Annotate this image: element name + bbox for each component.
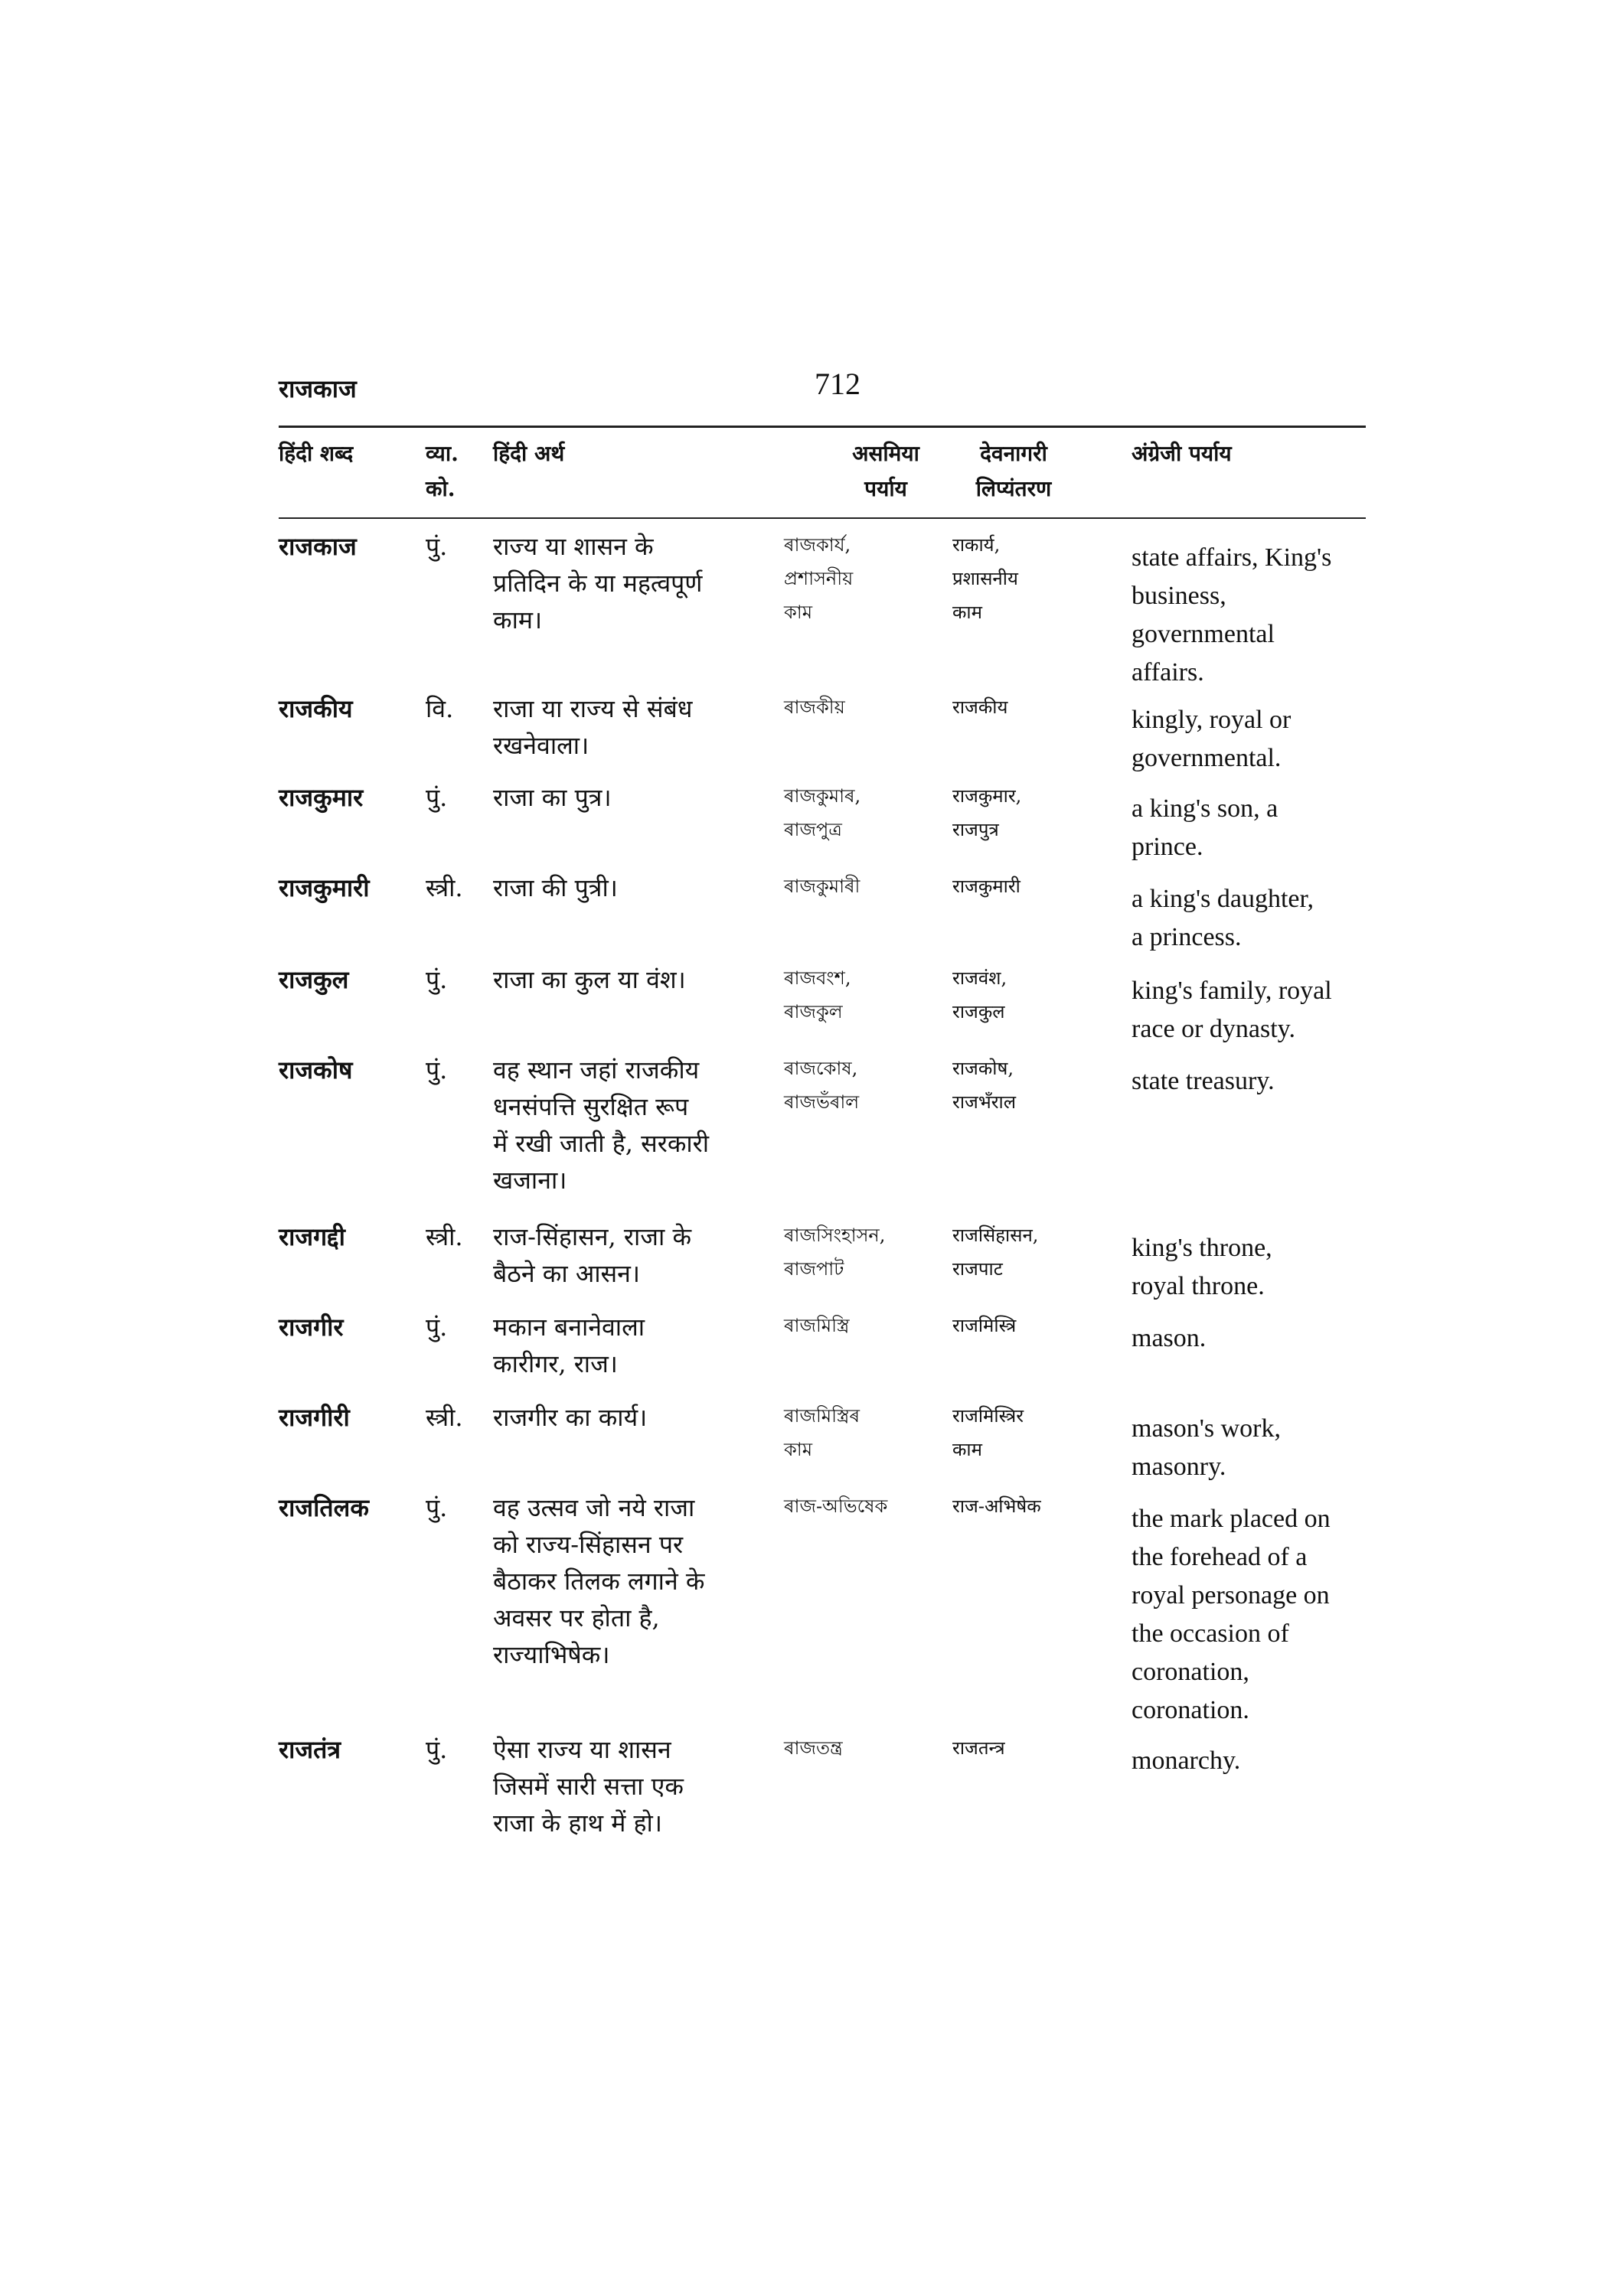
entry-assamese-line: ৰাজকুল [784,1001,843,1022]
col-header-hindi-word: हिंदी शब्द [279,441,354,466]
entry-assamese-line: ৰাজকাৰ্য, [784,534,851,556]
entry-devanagari [952,690,1098,724]
entry-english-line: the forehead of a [1132,1543,1308,1571]
entry-assamese-line: ৰাজতন্ত্ৰ [784,1737,843,1759]
entry-english-line: prince. [1132,833,1203,861]
entry-hindi-meaning-line: राज्य या शासन के [493,532,654,561]
entry-devanagari [952,1218,1098,1286]
entry-english-line: race or dynasty. [1132,1015,1295,1043]
entry-devanagari-line: राजकोष, [952,1058,1014,1079]
entry-word: राजगद्दी [279,1222,345,1251]
entry-english [1132,880,1376,957]
entry-devanagari [952,779,1098,846]
entry-devanagari-line: काम [952,602,982,623]
page-number: 712 [815,367,860,401]
entry-devanagari [952,869,1098,903]
entry-assamese-line: ৰাজভঁৰাল [784,1091,860,1113]
entry-grammar: पुं. [426,532,448,561]
entry-devanagari-line: राजमिस्त्रिर [952,1405,1024,1427]
entry-devanagari-line: राजतन्त्र [952,1737,1005,1759]
col-header-devanagari-line: देवनागरी [980,441,1047,466]
entry-assamese-line: ৰাজসিংহাসন, [784,1225,886,1246]
entry-grammar: स्त्री. [426,873,463,902]
entry-devanagari [952,1309,1098,1342]
entry-assamese-line: প্ৰশাসনীয় [784,568,854,589]
entry-english [1132,1229,1376,1306]
col-header-grammar-line: को. [426,476,456,501]
entry-english [1132,790,1376,866]
entry-devanagari-line: राजकीय [952,696,1008,718]
entry-grammar: पुं. [426,1055,448,1084]
entry-assamese [784,961,937,1029]
entry-english-line: state treasury. [1132,1067,1275,1095]
entry-devanagari-line: प्रशासनीय [952,568,1018,589]
entry-assamese-line: ৰাজমিস্ত্ৰিৰ [784,1405,860,1427]
entry-grammar: वि. [426,694,454,723]
col-header-assamese-line: असमिया [852,441,919,466]
entry-assamese [784,1399,937,1466]
entry-assamese-line: ৰাজবংশ, [784,967,851,989]
entry-word: राजकाज [279,532,357,561]
entry-assamese [784,1052,937,1119]
entry-english-line: a princess. [1132,923,1242,951]
entry-hindi-meaning-line: प्रतिदिन के या महत्वपूर्ण [493,569,703,598]
entry-assamese-line: ৰাজকোষ, [784,1058,858,1079]
col-header-english: अंग्रेजी पर्याय [1132,441,1232,466]
entry-devanagari-line: राजकुमारी [952,876,1020,897]
entry-english-line: affairs. [1132,658,1204,687]
entry-devanagari [952,1489,1098,1523]
entry-assamese-line: ৰাজকীয় [784,696,845,718]
entry-devanagari-line: राजसिंहासन, [952,1225,1039,1246]
entry-english-line: governmental [1132,620,1275,648]
entry-assamese-line: ৰাজমিস্ত্ৰি [784,1315,850,1336]
entry-hindi-meaning [493,528,784,638]
entry-english-line: kingly, royal or [1132,706,1292,734]
entry-grammar: स्त्री. [426,1222,463,1251]
entry-english-line: coronation. [1132,1696,1249,1724]
entry-devanagari-line: राकार्य, [952,534,1001,556]
entry-word: राजकुल [279,965,349,994]
entry-english-line: masonry. [1132,1453,1226,1481]
entry-grammar: स्त्री. [426,1403,463,1432]
entry-hindi-meaning-line: मकान बनानेवाला [493,1313,645,1342]
entry-english [1132,701,1376,778]
entry-devanagari-line: राजमिस्त्रि [952,1315,1017,1336]
entry-english-line: royal throne. [1132,1272,1265,1300]
entry-english [1132,1410,1376,1486]
entry-hindi-meaning [493,1309,784,1382]
entry-english [1132,1500,1376,1730]
entry-english-line: coronation, [1132,1658,1249,1686]
col-header-grammar-line: व्या. [426,441,459,466]
entry-devanagari-line: राजकुमार, [952,785,1022,807]
entry-hindi-meaning-line: खजाना। [493,1166,567,1195]
entry-grammar: पुं. [426,783,448,812]
entry-devanagari [952,1399,1098,1466]
entry-hindi-meaning-line: रखनेवाला। [493,731,589,760]
entry-hindi-meaning-line: धनसंपत्ति सुरक्षित रूप [493,1092,689,1121]
entry-english-line: a king's son, a [1132,794,1278,823]
entry-english [1132,539,1376,692]
entry-hindi-meaning [493,690,784,764]
entry-assamese-line: ৰাজ-অভিষেক [784,1495,888,1517]
entry-hindi-meaning-line: बैठाकर तिलक लगाने के [493,1567,705,1596]
entry-word: राजतंत्र [279,1735,341,1764]
entry-hindi-meaning-line: अवसर पर होता है, [493,1603,660,1632]
entry-english [1132,1319,1376,1358]
entry-assamese-line: ৰাজকুমাৰী [784,876,860,897]
entry-english-line: monarchy. [1132,1746,1241,1775]
entry-word: राजकुमारी [279,873,370,902]
entry-devanagari [952,961,1098,1029]
entry-english-line: mason's work, [1132,1414,1282,1443]
entry-assamese [784,779,937,846]
entry-assamese [784,528,937,629]
entry-hindi-meaning-line: राजा की पुत्री। [493,873,618,902]
entry-word: राजगीरी [279,1403,350,1432]
entry-hindi-meaning-line: ऐसा राज्य या शासन [493,1735,671,1764]
entry-english-line: state affairs, King's [1132,543,1332,572]
entry-devanagari-line: काम [952,1439,982,1460]
entry-word: राजकुमार [279,783,364,812]
entry-devanagari-line: राज-अभिषेक [952,1495,1041,1517]
entry-devanagari [952,1052,1098,1119]
entry-hindi-meaning-line: बैठने का आसन। [493,1259,641,1288]
entry-english-line: royal personage on [1132,1581,1330,1609]
entry-english-line: governmental. [1132,744,1282,772]
entry-word: राजगीर [279,1313,344,1342]
entry-hindi-meaning-line: वह उत्सव जो नये राजा [493,1493,695,1522]
entry-assamese [784,869,937,903]
entry-hindi-meaning-line: में रखी जाती है, सरकारी [493,1129,710,1158]
entry-grammar: पुं. [426,965,448,994]
entry-assamese [784,1218,937,1286]
entry-hindi-meaning [493,1052,784,1199]
entry-hindi-meaning [493,1399,784,1436]
entry-devanagari [952,528,1098,629]
entry-english-line: the occasion of [1132,1619,1289,1648]
entry-english [1132,972,1376,1049]
entry-grammar: पुं. [426,1735,448,1764]
running-head-word: राजकाज [279,374,357,403]
entry-english [1132,1742,1376,1780]
entry-english-line: king's throne, [1132,1234,1272,1262]
entry-english-line: mason. [1132,1324,1207,1352]
entry-hindi-meaning-line: राज्याभिषेक। [493,1640,610,1669]
entry-assamese-line: কাম [784,602,813,623]
entry-english-line: king's family, royal [1132,977,1332,1005]
entry-hindi-meaning-line: कारीगर, राज। [493,1349,618,1378]
entry-devanagari-line: राजपुत्र [952,819,999,840]
entry-assamese [784,690,937,724]
entry-assamese-line: কাম [784,1439,813,1460]
entry-hindi-meaning [493,1731,784,1841]
entry-hindi-meaning [493,779,784,816]
entry-assamese-line: ৰাজকুমাৰ, [784,785,861,807]
entry-assamese [784,1309,937,1342]
entry-devanagari [952,1731,1098,1765]
entry-assamese [784,1731,937,1765]
entry-word: राजकोष [279,1055,353,1084]
entry-english-line: the mark placed on [1132,1505,1331,1533]
entry-hindi-meaning-line: काम। [493,605,543,634]
entry-english-line: business, [1132,582,1226,610]
entry-word: राजतिलक [279,1493,369,1522]
entry-hindi-meaning-line: राजगीर का कार्य। [493,1403,648,1432]
entry-hindi-meaning-line: राज-सिंहासन, राजा के [493,1222,692,1251]
entry-devanagari-line: राजपाट [952,1258,1003,1280]
entry-devanagari-line: राजवंश, [952,967,1007,989]
entry-assamese-line: ৰাজপুত্ৰ [784,819,842,840]
entry-hindi-meaning-line: राजा का पुत्र। [493,783,612,812]
entry-hindi-meaning-line: वह स्थान जहां राजकीय [493,1055,700,1084]
col-header-assamese-line: पर्याय [864,476,907,501]
entry-hindi-meaning-line: राजा का कुल या वंश। [493,965,686,994]
entry-hindi-meaning-line: जिसमें सारी सत्ता एक [493,1772,684,1801]
entry-hindi-meaning [493,1218,784,1292]
entry-hindi-meaning [493,1489,784,1673]
col-header-devanagari-line: लिप्यंतरण [975,476,1052,501]
entry-devanagari-line: राजभँराल [952,1091,1017,1113]
entry-hindi-meaning [493,961,784,998]
entry-grammar: पुं. [426,1313,448,1342]
entry-assamese-line: ৰাজপাট [784,1258,844,1280]
entry-hindi-meaning [493,869,784,906]
entry-hindi-meaning-line: को राज्य-सिंहासन पर [493,1530,684,1559]
entry-assamese [784,1489,937,1523]
entry-english-line: a king's daughter, [1132,885,1314,913]
col-header-hindi-meaning: हिंदी अर्थ [493,441,565,466]
entry-word: राजकीय [279,694,353,723]
entry-grammar: पुं. [426,1493,448,1522]
entry-hindi-meaning-line: राजा के हाथ में हो। [493,1808,662,1838]
entry-hindi-meaning-line: राजा या राज्य से संबंध [493,694,693,723]
entry-english [1132,1062,1376,1101]
entry-devanagari-line: राजकुल [952,1001,1005,1022]
